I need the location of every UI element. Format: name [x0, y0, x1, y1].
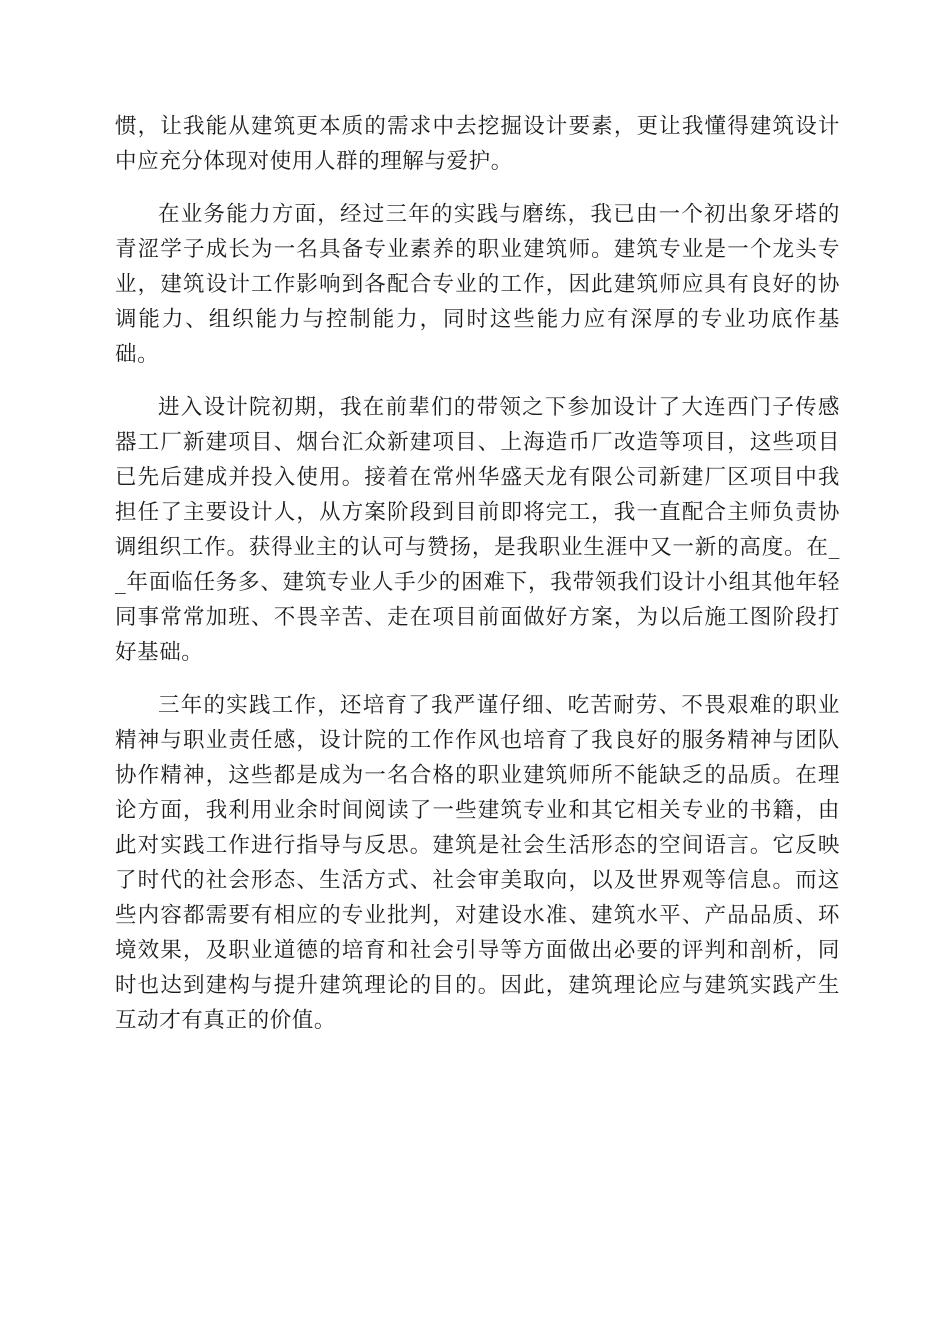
paragraph-practice-and-theory: 三年的实践工作，还培育了我严谨仔细、吃苦耐劳、不畏艰难的职业精神与职业责任感，设计院的工作作风也培育了我良好的服务精神与团队协作精神，这些都是成为一名合格的职业建筑师所不能缺乏的品质。在理论方面，我利用业余时间阅读了一些建筑专业和其它相关专业的书籍，由此对实践工作进行指导与反思。建筑是社会生活形态的空间语言。它反映了时代的社会形态、生活方式、社会审美取向，以及世界观等信息。而这些内容都需要有相应的专业批判，对建设水准、建筑水平、产品品质、环境效果，及职业道德的培育和社会引导等方面做出必要的评判和剖析，同时也达到建构与提升建筑理论的目的。因此，建筑理论应与建筑实践产生互动才有真正的价值。	[115, 693, 840, 1033]
paragraph-early-projects: 进入设计院初期，我在前辈们的带领之下参加设计了大连西门子传感器工厂新建项目、烟台汇众新建项目、上海造币厂改造等项目，这些项目已先后建成并投入使用。接着在常州华盛天龙有限公司新建厂区项目中我担任了主要设计人，从方案阶段到目前即将完工，我一直配合主师负责协调组织工作。获得业主的认可与赞扬，是我职业生涯中又一新的高度。在__年面临任务多、建筑专业人手少的困难下，我带领我们设计小组其他年轻同事常常加班、不畏辛苦、走在项目前面做好方案，为以后施工图阶段打好基础。	[115, 395, 840, 665]
paragraph-business-ability: 在业务能力方面，经过三年的实践与磨练，我已由一个初出象牙塔的青涩学子成长为一名具备专业素养的职业建筑师。建筑专业是一个龙头专业，建筑设计工作影响到各配合专业的工作，因此建筑师应具有良好的协调能力、组织能力与控制能力，同时这些能力应有深厚的专业功底作基础。	[115, 202, 840, 367]
paragraph-continuation: 惯，让我能从建筑更本质的需求中去挖掘设计要素，更让我懂得建筑设计中应充分体现对使用人群的理解与爱护。	[115, 114, 840, 174]
